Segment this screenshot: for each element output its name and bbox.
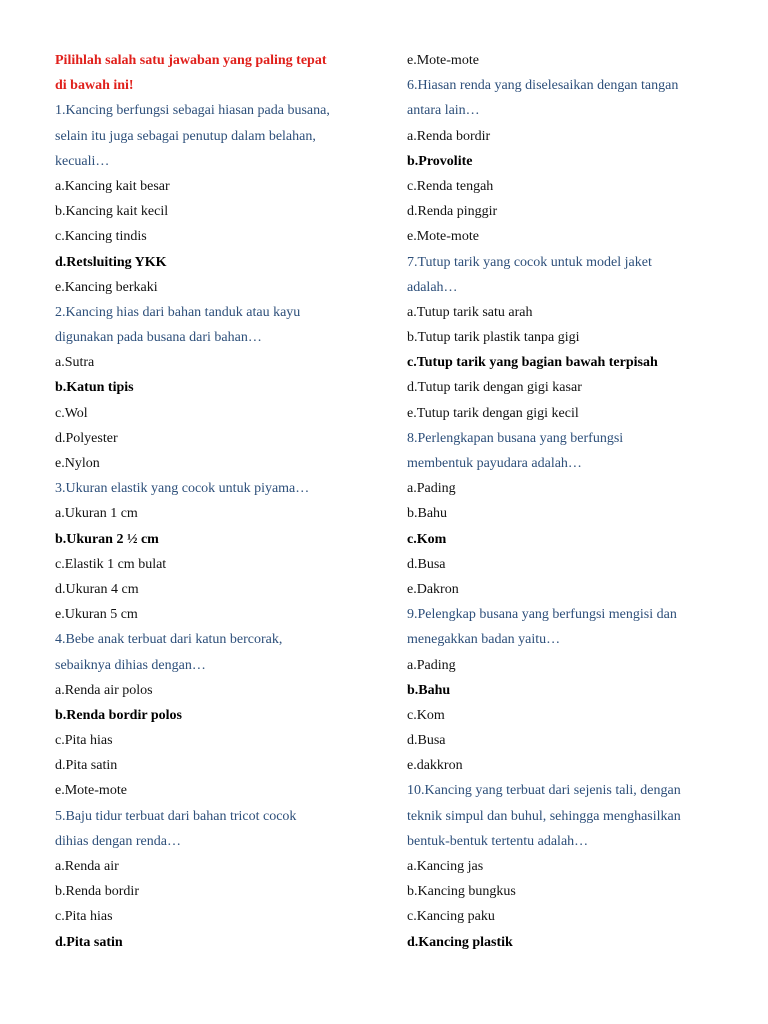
option-line: a.Renda air polos (55, 682, 153, 698)
option-line: e.Dakron (407, 581, 459, 597)
option-line: e.Nylon (55, 456, 100, 471)
option-line: d.Pita satin (55, 758, 118, 774)
option-line: d.Busa (407, 733, 446, 749)
option-line: b.Tutup tarik plastik tanpa gigi (407, 330, 580, 346)
question-line: 6.Hiasan renda yang diselesaikan dengan tangan (407, 78, 679, 94)
option-line: c.Kancing paku (407, 909, 495, 925)
question-line: antara lain… (407, 103, 480, 119)
answer-line: d.Kancing plastik (407, 934, 513, 950)
question-line: kecuali… (55, 153, 110, 169)
answer-line: b.Bahu (407, 682, 451, 698)
question-line: 5.Baju tidur terbuat dari bahan tricot cocok (55, 808, 297, 824)
option-line: e.Mote-mote (407, 53, 479, 68)
option-line: d.Renda pinggir (407, 204, 498, 220)
option-line: c.Kom (407, 707, 445, 723)
question-line: 4.Bebe anak terbuat dari katun bercorak, (55, 632, 283, 648)
option-line: d.Busa (407, 556, 446, 572)
option-line: a.Pading (407, 481, 456, 497)
answer-line: b.Provolite (407, 153, 473, 169)
option-line: c.Pita hias (55, 733, 113, 749)
question-line: 2.Kancing hias dari bahan tanduk atau kayu (55, 304, 301, 320)
answer-line: c.Kom (407, 531, 447, 547)
option-line: b.Renda bordir (55, 884, 139, 900)
answer-line: c.Tutup tarik yang bagian bawah terpisah (407, 355, 658, 371)
answer-line: b.Renda bordir polos (55, 707, 182, 723)
option-line: a.Tutup tarik satu arah (407, 304, 533, 320)
option-line: b.Kancing bungkus (407, 884, 516, 900)
option-line: a.Ukuran 1 cm (55, 506, 138, 522)
instruction-line: di bawah ini! (55, 78, 134, 94)
instruction-line: Pilihlah salah satu jawaban yang paling tepat (55, 53, 327, 68)
option-line: e.Tutup tarik dengan gigi kecil (407, 405, 579, 421)
question-line: 9.Pelengkap busana yang berfungsi mengisi dan (407, 607, 677, 623)
option-line: c.Renda tengah (407, 178, 494, 194)
question-line: 3.Ukuran elastik yang cocok untuk piyama… (55, 481, 310, 497)
question-line: 1.Kancing berfungsi sebagai hiasan pada busana, (55, 103, 330, 119)
option-line: c.Kancing tindis (55, 229, 147, 245)
answer-line: b.Ukuran 2 ½ cm (55, 531, 159, 547)
option-line: d.Polyester (55, 430, 118, 446)
question-line: sebaiknya dihias dengan… (55, 657, 206, 673)
option-line: e.Kancing berkaki (55, 279, 158, 295)
option-line: a.Renda bordir (407, 128, 491, 144)
option-line: d.Tutup tarik dengan gigi kasar (407, 380, 582, 396)
right-column (407, 48, 727, 955)
option-line: a.Sutra (55, 355, 95, 371)
option-line: e.dakkron (407, 758, 463, 774)
question-line: 8.Perlengkapan busana yang berfungsi (407, 430, 624, 446)
option-line: c.Pita hias (55, 909, 113, 925)
question-line: digunakan pada busana dari bahan… (55, 330, 262, 346)
option-line: b.Kancing kait kecil (55, 204, 169, 220)
option-line: d.Ukuran 4 cm (55, 581, 139, 597)
option-line: e.Mote-mote (407, 229, 479, 245)
option-line: a.Pading (407, 657, 456, 673)
option-line: e.Ukuran 5 cm (55, 607, 138, 623)
question-line: dihias dengan renda… (55, 833, 181, 849)
question-line: adalah… (407, 279, 458, 295)
option-line: b.Bahu (407, 506, 448, 522)
option-line: a.Kancing kait besar (55, 178, 170, 194)
question-line: teknik simpul dan buhul, sehingga menghasilkan (407, 808, 681, 824)
question-line: bentuk-bentuk tertentu adalah… (407, 833, 589, 849)
question-line: membentuk payudara adalah… (407, 456, 582, 471)
answer-line: b.Katun tipis (55, 380, 134, 396)
option-line: c.Wol (55, 405, 88, 421)
question-line: 7.Tutup tarik yang cocok untuk model jaket (407, 254, 652, 270)
answer-line: d.Retsluiting YKK (55, 254, 167, 270)
option-line: a.Renda air (55, 859, 119, 874)
question-line: 10.Kancing yang terbuat dari sejenis tali, dengan (407, 783, 681, 799)
question-line: menegakkan badan yaitu… (407, 632, 561, 648)
question-line: selain itu juga sebagai penutup dalam belahan, (55, 128, 316, 144)
left-column (55, 48, 375, 955)
option-line: e.Mote-mote (55, 783, 127, 799)
option-line: c.Elastik 1 cm bulat (55, 556, 167, 572)
answer-line: d.Pita satin (55, 934, 123, 950)
option-line: a.Kancing jas (407, 859, 484, 874)
